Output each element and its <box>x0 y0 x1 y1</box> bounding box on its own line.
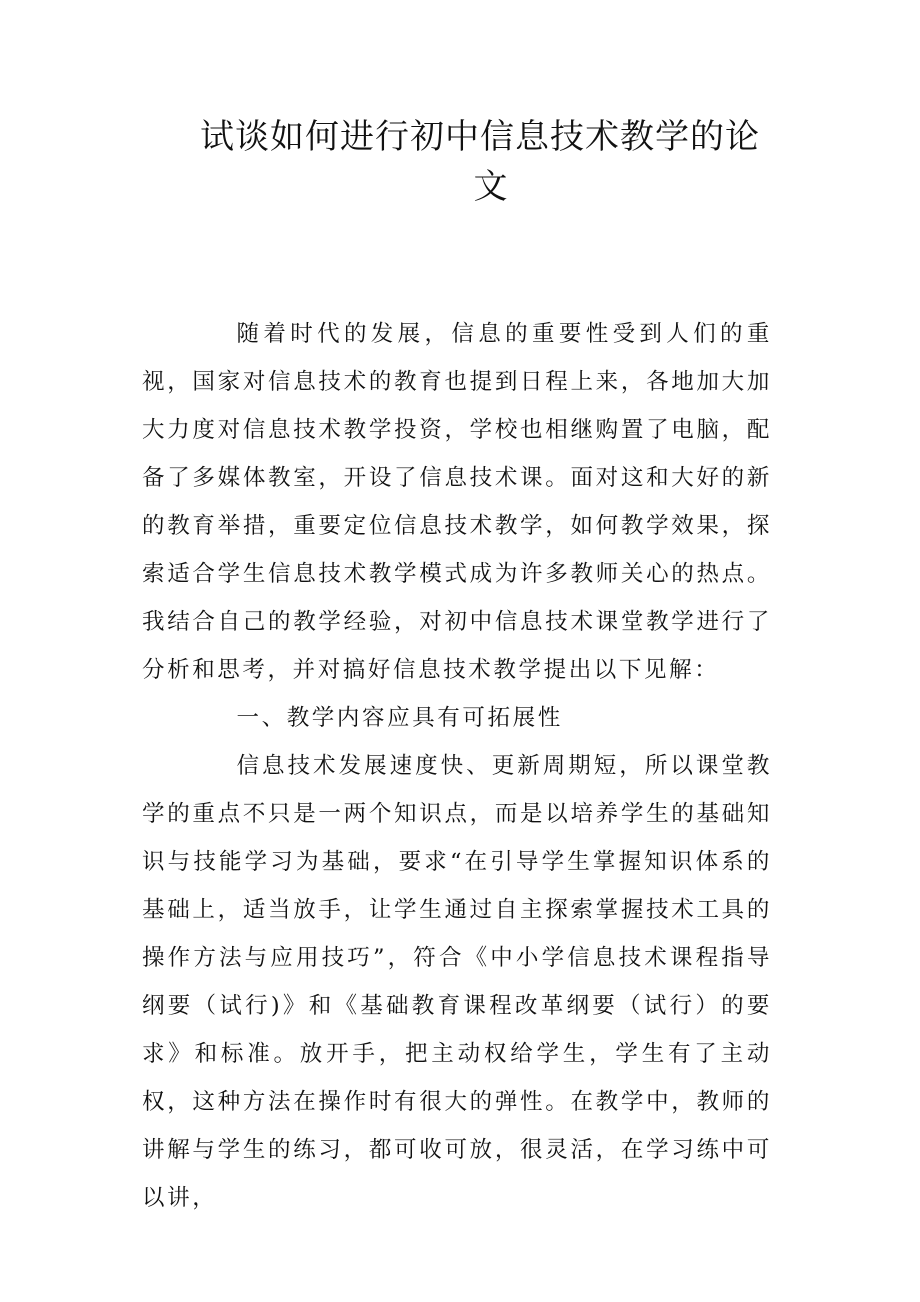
document-body <box>142 310 772 1222</box>
document-title <box>200 112 760 212</box>
section-heading-1: 一、教学内容应具有可拓展性 <box>236 705 563 731</box>
paragraph-intro: 随着时代的发展，信息的重要性受到人们的重视，国家对信息技术的教育也提到日程上来，各地加大加大力度对信息技术教学投资，学校也相继购置了电脑，配备了多媒体教室，开设了信息技术课。面对这和大好的新的教育举措，重要定位信息技术教学，如何教学效果，探索适合学生信息技术教学模式成为许多教师关心的热点。我结合自己的教学经验，对初中信息技术课堂教学进行了分析和思考，并对搞好信息技术教学提出以下见解： <box>142 321 772 683</box>
paragraph-section-1: 信息技术发展速度快、更新周期短，所以课堂教学的重点不只是一两个知识点，而是以培养学生的基础知识与技能学习为基础，要求“在引导学生掌握知识体系的基础上，适当放手，让学生通过自主探索掌握技术工具的操作方法与应用技巧”，符合《中小学信息技术课程指导纲要（试行)》和《基础教育课程改革纲要（试行）的要求》和标准。放开手，把主动权给学生，学生有了主动权，这种方法在操作时有很大的弹性。在教学中，教师的讲解与学生的练习，都可收可放，很灵活，在学习练中可以讲， <box>142 753 772 1211</box>
title-line-2: 文 <box>473 167 509 207</box>
title-line-1: 试谈如何进行初中信息技术教学的论 <box>200 117 760 157</box>
